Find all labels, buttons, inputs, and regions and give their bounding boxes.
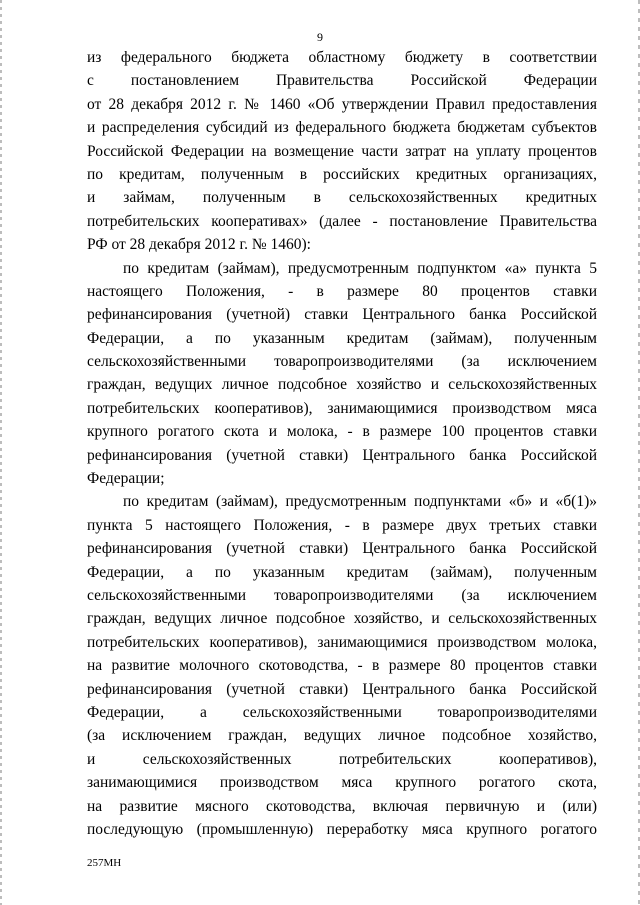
text-line: рефинансирования (учетной ставки) Центрального банка Российской — [87, 540, 597, 558]
text-line: и распределения субсидий из федерального бюджета бюджетам субъектов — [87, 119, 597, 137]
text-line: с постановлением Правительства Российской Федерации — [87, 72, 597, 90]
text-line: рефинансирования (учетной) ставки Центрального банка Российской — [87, 306, 597, 324]
text-line: крупного рогатого скота и молока, - в размере 100 процентов ставки — [87, 423, 597, 441]
text-line: граждан, ведущих личное подсобное хозяйство, и сельскохозяйственных — [87, 610, 597, 628]
text-line: (за исключением граждан, ведущих личное подсобное хозяйство, — [87, 727, 597, 745]
text-line: пункта 5 настоящего Положения, - в размере двух третьих ставки — [87, 516, 597, 534]
text-line: рефинансирования (учетной ставки) Центрального банка Российской — [87, 446, 597, 464]
text-line: сельскохозяйственными товаропроизводителями (за исключением — [87, 353, 597, 371]
text-line: потребительских кооперативов), занимающимися производством молока, — [87, 633, 597, 651]
document-body — [87, 46, 597, 841]
text-line: РФ от 28 декабря 2012 г. № 1460): — [87, 236, 311, 254]
text-line: Федерации; — [87, 470, 165, 488]
text-line: рефинансирования (учетной ставки) Центрального банка Российской — [87, 680, 597, 698]
text-line: на развитие молочного скотоводства, - в размере 80 процентов ставки — [87, 657, 597, 675]
text-line: по кредитам (займам), предусмотренным подпунктом «а» пункта 5 — [123, 259, 597, 277]
text-line: от 28 декабря 2012 г. № 1460 «Об утверждении Правил предоставления — [87, 95, 597, 113]
page-number: 9 — [317, 30, 323, 44]
text-line: потребительских кооперативов), занимающимися производством мяса — [87, 399, 597, 417]
text-line: Федерации, а по указанным кредитам (займам), полученным — [87, 329, 597, 347]
text-line: граждан, ведущих личное подсобное хозяйство и сельскохозяйственных — [87, 376, 597, 394]
text-line: последующую (промышленную) переработку мяса крупного рогатого — [87, 820, 597, 838]
text-line: потребительских кооперативах» (далее - постановление Правительства — [87, 212, 597, 230]
text-line: и займам, полученным в сельскохозяйственных кредитных — [87, 189, 597, 207]
text-line: настоящего Положения, - в размере 80 процентов ставки — [87, 282, 597, 300]
text-line: на развитие мясного скотоводства, включая первичную и (или) — [87, 797, 597, 815]
text-line: из федерального бюджета областному бюджету в соответствии — [87, 49, 597, 66]
scan-edge-left — [0, 0, 2, 905]
text-line: сельскохозяйственными товаропроизводителями (за исключением — [87, 586, 597, 604]
text-line: по кредитам, полученным в российских кредитных организациях, — [87, 165, 597, 183]
text-line: Российской Федерации на возмещение части затрат на уплату процентов — [87, 142, 597, 160]
text-line: Федерации, а по указанным кредитам (займам), полученным — [87, 563, 597, 581]
text-line: по кредитам (займам), предусмотренным подпунктами «б» и «б(1)» — [123, 493, 597, 511]
document-code: 257МН — [87, 857, 122, 869]
text-line: и сельскохозяйственных потребительских кооперативов), — [87, 750, 597, 768]
text-line: занимающимися производством мяса крупного рогатого скота, — [87, 774, 597, 792]
text-line: Федерации, а сельскохозяйственными товаропроизводителями — [87, 703, 597, 721]
